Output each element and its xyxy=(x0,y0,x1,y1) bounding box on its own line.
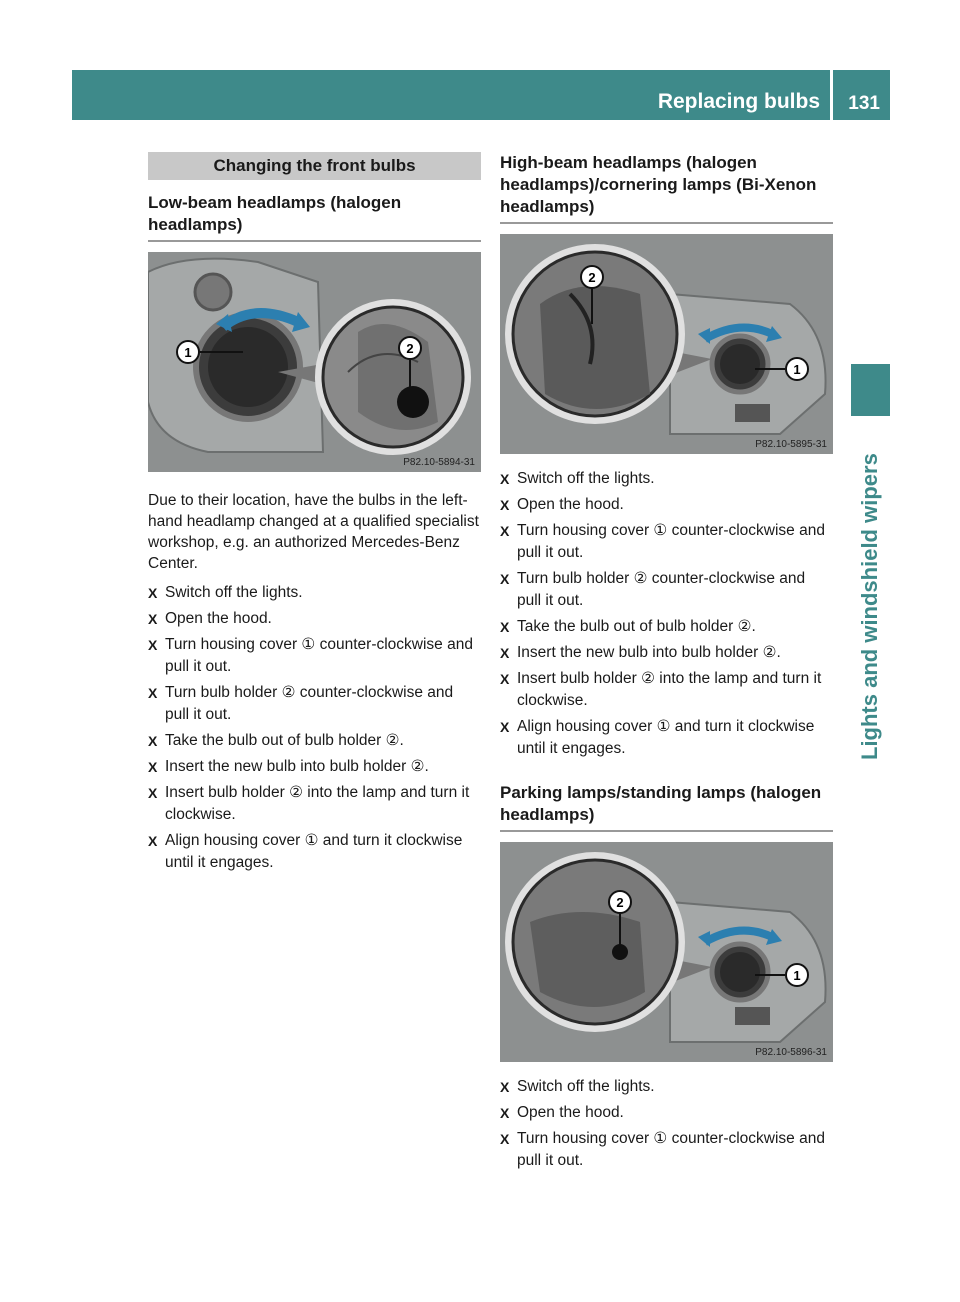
step-marker-icon: X xyxy=(500,719,510,735)
list-item: X Switch off the lights. xyxy=(500,468,833,490)
headlamp-illustration xyxy=(148,252,481,472)
chapter-tab-marker xyxy=(851,364,890,416)
subheading-parking-lamps: Parking lamps/standing lamps (halogen headlamps) xyxy=(500,782,833,832)
list-item: X Align housing cover ① and turn it clockwise until it engages. xyxy=(148,832,463,871)
step-marker-icon: X xyxy=(148,585,158,601)
figure-code: P82.10-5894-31 xyxy=(403,457,475,468)
list-item: X Open the hood. xyxy=(148,608,481,630)
list-item: X Switch off the lights. xyxy=(148,582,481,604)
headlamp-illustration xyxy=(500,842,833,1062)
figure-parking-lamp xyxy=(500,842,833,1062)
list-item: X Turn bulb holder ② counter-clockwise and pull it out. xyxy=(500,570,806,609)
callout-2: 2 xyxy=(406,341,414,356)
list-item: X Insert bulb holder ② into the lamp and turn it clockwise. xyxy=(500,670,822,709)
page-number: 131 xyxy=(848,93,880,114)
callout-2: 2 xyxy=(588,270,596,285)
step-marker-icon: X xyxy=(500,571,510,587)
chapter-tab-label: Lights and windshield wipers xyxy=(857,453,882,760)
list-item: X Insert bulb holder ② into the lamp and turn it clockwise. xyxy=(148,784,470,823)
list-item: X Align housing cover ① and turn it clockwise until it engages. xyxy=(500,718,815,757)
step-marker-icon: X xyxy=(148,611,158,627)
step-marker-icon: X xyxy=(148,785,158,801)
callout-1: 1 xyxy=(184,345,192,360)
figure-low-beam-headlamp xyxy=(148,252,481,472)
subheading-low-beam: Low-beam headlamps (halogen headlamps) xyxy=(148,192,481,242)
step-marker-icon: X xyxy=(500,497,510,513)
page-header xyxy=(72,70,890,120)
steps-high-beam xyxy=(500,468,833,760)
step-marker-icon: X xyxy=(148,733,158,749)
step-marker-icon: X xyxy=(500,1105,510,1121)
list-item: X Switch off the lights. xyxy=(500,1076,833,1098)
list-item: X Turn bulb holder ② counter-clockwise and pull it out. xyxy=(148,684,454,723)
list-item: X Open the hood. xyxy=(500,1102,833,1124)
list-item: X Take the bulb out of bulb holder ②. xyxy=(148,730,481,752)
list-item: X Turn housing cover ① counter-clockwise and pull it out. xyxy=(148,636,473,675)
figure-code: P82.10-5895-31 xyxy=(755,439,827,450)
headlamp-illustration xyxy=(500,234,833,454)
list-item: X Turn housing cover ① counter-clockwise and pull it out. xyxy=(500,522,825,561)
subheading-high-beam: High-beam headlamps (halogen headlamps)/cornering lamps (Bi-Xenon headlamps) xyxy=(500,152,833,224)
step-marker-icon: X xyxy=(500,671,510,687)
list-item: X Insert the new bulb into bulb holder ②. xyxy=(500,642,833,664)
list-item: X Turn housing cover ① counter-clockwise and pull it out. xyxy=(500,1130,825,1169)
header-divider xyxy=(830,70,833,120)
left-column xyxy=(148,152,481,878)
step-marker-icon: X xyxy=(500,523,510,539)
step-marker-icon: X xyxy=(500,1079,510,1095)
steps-low-beam xyxy=(148,582,481,874)
right-column xyxy=(500,152,833,1176)
location-note: Due to their location, have the bulbs in the left-hand headlamp changed at a qualified specialist workshop, e.g. an authorized Mercedes-Benz Center. xyxy=(148,492,479,572)
list-item: X Open the hood. xyxy=(500,494,833,516)
step-marker-icon: X xyxy=(500,619,510,635)
steps-parking-lamps xyxy=(500,1076,833,1172)
list-item: X Take the bulb out of bulb holder ②. xyxy=(500,616,833,638)
step-marker-icon: X xyxy=(500,645,510,661)
step-marker-icon: X xyxy=(500,1131,510,1147)
step-marker-icon: X xyxy=(148,685,158,701)
callout-1: 1 xyxy=(793,362,801,377)
list-item: X Insert the new bulb into bulb holder ②. xyxy=(148,756,481,778)
step-marker-icon: X xyxy=(148,637,158,653)
callout-2: 2 xyxy=(616,895,624,910)
step-marker-icon: X xyxy=(148,759,158,775)
step-marker-icon: X xyxy=(500,471,510,487)
page-title: Replacing bulbs xyxy=(657,90,820,113)
section-title: Changing the front bulbs xyxy=(148,152,481,180)
step-marker-icon: X xyxy=(148,833,158,849)
figure-code: P82.10-5896-31 xyxy=(755,1047,827,1058)
callout-1: 1 xyxy=(793,968,801,983)
figure-high-beam-headlamp xyxy=(500,234,833,454)
